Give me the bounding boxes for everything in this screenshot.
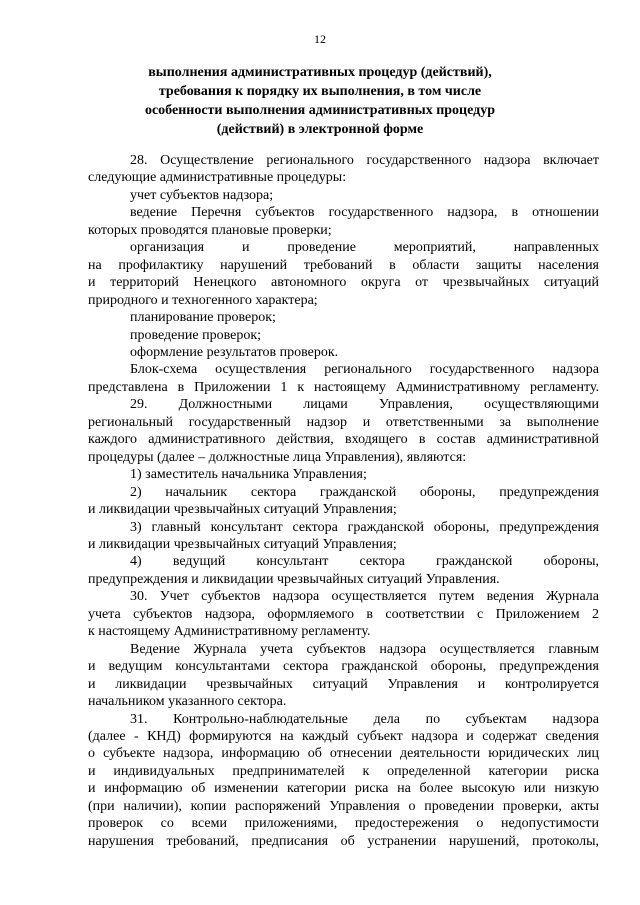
text-line: оформление результатов проверок. [130, 344, 339, 360]
text-line: (далее - КНД) формируются на каждый субъект надзора и содержат сведения [88, 728, 599, 744]
text-line: которых проводятся плановые проверки; [88, 222, 332, 238]
text-line: ведение Перечня субъектов государственного надзора, в отношении [130, 205, 599, 221]
text-line: и территорий Ненецкого автономного округа от чрезвычайных ситуаций [88, 275, 599, 291]
body-text [88, 152, 599, 850]
text-line: 28. Осуществление регионального государственного надзора включает [130, 153, 599, 168]
text-line: каждого административного действия, входящего в состав административной [88, 432, 599, 448]
text-line: и ведущим консультантами сектора гражданской обороны, предупреждения [88, 659, 599, 675]
text-line: проверок со всеми приложениями, предостережения о недопустимости [88, 816, 599, 832]
text-line: о субъекте надзора, информацию об отнесении деятельности юридических лиц [88, 746, 599, 762]
text-line: и ликвидации чрезвычайных ситуаций Управления; [88, 536, 397, 552]
text-line: 4) ведущий консультант сектора гражданской обороны, [130, 554, 599, 570]
text-line: 3) главный консультант сектора гражданской обороны, предупреждения [130, 519, 599, 535]
text-line: процедуры (далее – должностные лица Управления), являются: [88, 449, 467, 465]
text-line: учета субъектов надзора, оформляемого в соответствии с Приложением 2 [88, 606, 599, 622]
text-line: (при наличии), копии распоряжений Управления о проведении проверки, акты [88, 798, 599, 814]
text-line: 29. Должностными лицами Управления, осуществляющими [130, 397, 599, 413]
heading-line: (действий) в электронной форме [216, 122, 424, 137]
text-line: предупреждения и ликвидации чрезвычайных ситуаций Управления. [88, 571, 500, 587]
text-line: Блок-схема осуществления регионального государственного надзора [130, 362, 599, 378]
text-line: представлена в Приложении 1 к настоящему Административному регламенту. [88, 379, 599, 395]
text-line: 31. Контрольно-наблюдательные дела по субъектам надзора [130, 711, 599, 727]
text-line: природного и техногенного характера; [88, 292, 318, 308]
text-line: Ведение Журнала учета субъектов надзора осуществляется главным [130, 641, 599, 657]
text-line: 30. Учет субъектов надзора осуществляется путем ведения Журнала [130, 589, 599, 605]
text-line: и информацию об изменении категории риска на более высокую или низкую [88, 781, 599, 797]
text-line: к настоящему Административному регламенту. [88, 624, 371, 640]
text-line: следующие административные процедуры: [88, 170, 347, 186]
text-line: проведение проверок; [130, 327, 262, 343]
text-line: и индивидуальных предпринимателей к определенной категории риска [88, 763, 599, 779]
heading-line: особенности выполнения административных процедур [144, 103, 496, 118]
text-line: на профилактику нарушений требований в области защиты населения [88, 257, 599, 273]
text-line: и ликвидации чрезвычайных ситуаций Управления и контролируется [88, 676, 599, 692]
text-line: планирование проверок; [130, 310, 276, 326]
section-heading [90, 63, 550, 139]
text-line: учет субъектов надзора; [130, 187, 274, 203]
text-line: 2) начальник сектора гражданской обороны, предупреждения [130, 484, 599, 500]
page-number: 12 [314, 32, 326, 46]
text-line: начальником указанного сектора. [88, 694, 287, 710]
text-line: нарушения требований, предписания об устранении нарушений, протоколы, [88, 833, 599, 849]
text-line: 1) заместитель начальника Управления; [130, 467, 367, 483]
text-line: организация и проведение мероприятий, направленных [130, 240, 599, 256]
heading-line: требования к порядку их выполнения, в том числе [158, 84, 482, 99]
text-line: и ликвидации чрезвычайных ситуаций Управления; [88, 502, 397, 518]
heading-line: выполнения административных процедур (действий), [148, 65, 492, 80]
text-line: региональный государственный надзор и ответственными за выполнение [88, 414, 599, 430]
